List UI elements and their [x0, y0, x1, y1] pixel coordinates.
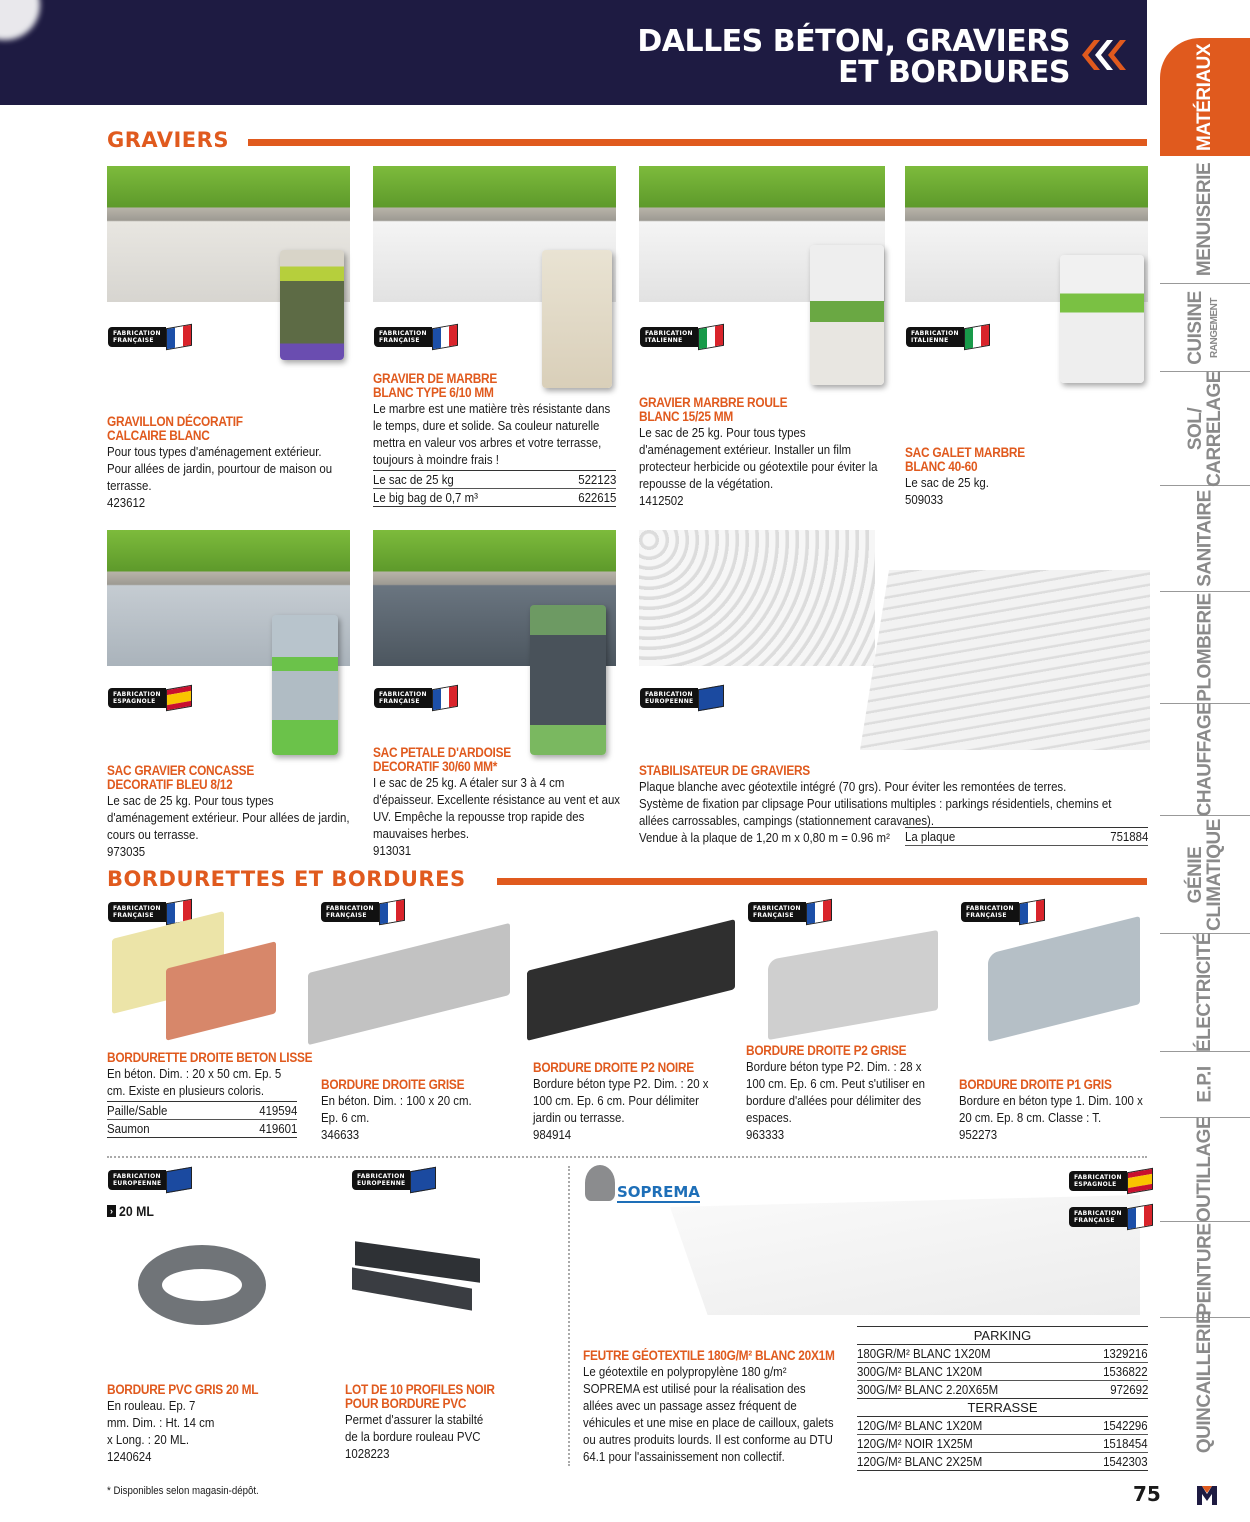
product-description: Bordure béton type P2. Dim. : 28 x 100 cm. Ep. 6 cm. Peut s'utiliser en bordure d'allées pour délimiter des espaces. [746, 1059, 925, 1125]
france-flag-icon [166, 324, 192, 351]
product-title: LOT DE 10 PROFILES NOIR [345, 1382, 495, 1397]
sidebar-item-menuiserie[interactable]: MENUISERIE [1160, 156, 1250, 284]
product-title: CALCAIRE BLANC [107, 428, 210, 443]
origin-badge-eu: FABRICATION EUROPEENNE [108, 1169, 192, 1191]
product-bordurette [107, 1050, 313, 1138]
product-description: En rouleau. Ep. 7 mm. Dim. : Ht. 14 cm x Long. : 20 ML. [107, 1398, 215, 1447]
origin-badge-fr: FABRICATION FRANÇAISE [321, 901, 405, 923]
italy-flag-icon [698, 324, 724, 351]
product-bag-concasse [272, 615, 338, 755]
product-description: I e sac de 25 kg. A étaler sur 3 à 4 cm d'épaisseur. Excellente résistance au vent et aux UV. Empêche la repousse trop rapide des mauvaises herbes. [373, 775, 621, 841]
product-bordure-p2-noire [533, 1061, 723, 1143]
origin-badge-fr: FABRICATION FRANÇAISE [374, 326, 458, 348]
product-ardoise [373, 746, 633, 859]
product-description: Le marbre est une matière très résistante dans le temps, dure et solide. Sa couleur naturelle mettra en valeur vos arbres et votre terrasse, toujours à moindre frais ! [373, 401, 611, 467]
product-ref: 346633 [321, 1127, 360, 1142]
product-gravier-marbre [373, 372, 616, 507]
table-row: 300G/M² BLANC 2.20X65M 972692 [857, 1382, 1148, 1397]
product-dimensions: Vendue à la plaque de 1,20 m x 0,80 m = 0.96 m² [639, 830, 890, 845]
origin-badge-fr: FABRICATION FRANÇAISE [374, 687, 458, 709]
elephant-icon [585, 1165, 615, 1201]
product-title: BORDURETTE DROITE BETON LISSE [107, 1050, 313, 1065]
chevron-right-icon: › [107, 1205, 116, 1217]
product-photo-pvc-roll [138, 1245, 266, 1325]
ref-row: Le sac de 25 kg 522123 [373, 472, 616, 487]
sidebar-item-sol-carrelage[interactable]: SOL/ CARRELAGE [1160, 372, 1250, 486]
page-number: 75 [1133, 1482, 1161, 1506]
sidebar-item-peinture[interactable]: PEINTURE [1160, 1222, 1250, 1318]
product-description: Le géotextile en polypropylène 180 g/m² SOPREMA est utilisé pour la réalisation des allées avec un passage assez fréquent de véhicules et une mise en place de cailloux, galets ou autres produits lourds. Il est conforme au DTU 64.1 pour l'assainissement non collectif. [583, 1364, 834, 1464]
page-title-line2: ET BORDURES [838, 55, 1070, 90]
product-description: Plaque blanche avec géotextile intégré (70 grs). Pour éviter les remontées de terres. [639, 779, 1067, 794]
sidebar-item-electricite[interactable]: ÉLECTRICITÉ [1160, 934, 1250, 1052]
table-group-header: TERRASSE [857, 1399, 1148, 1417]
product-description: Le sac de 25 kg. Pour tous types d'aménagement extérieur. Pour allées de jardin, cours ou terrasse. [107, 793, 350, 842]
product-title: BORDURE DROITE P2 GRISE [746, 1043, 907, 1058]
eu-flag-icon [166, 1167, 192, 1194]
sidebar-item-chauffage[interactable]: CHAUFFAGE [1160, 704, 1250, 816]
product-description: Bordure béton type P2. Dim. : 20 x 100 cm. Ep. 6 cm. Pour délimiter jardin ou terrasse. [533, 1076, 709, 1125]
sidebar-item-genie-climatique[interactable]: GÉNIE CLIMATIQUE [1160, 816, 1250, 934]
product-description: Le sac de 25 kg. [905, 475, 989, 490]
product-photo-bordure-p2-grise [768, 930, 938, 1040]
product-description: Permet d'assurer la stabilté de la bordure rouleau PVC [345, 1412, 484, 1444]
origin-badge-fr: FABRICATION FRANÇAISE [748, 901, 832, 923]
sidebar-item-quincaillerie[interactable]: QUINCAILLERIE [1194, 1311, 1216, 1453]
ref-table [905, 827, 1148, 846]
product-ref: 1240624 [107, 1449, 152, 1464]
product-description: Bordure en béton type 1. Dim. 100 x 20 cm. Ep. 8 cm. Classe : T. [959, 1093, 1143, 1125]
geotextile-ref-table [857, 1326, 1148, 1471]
product-description: Pour tous types d'aménagement extérieur. Pour allées de jardin, pourtour de maison ou terrasse. [107, 444, 333, 493]
product-marbre-roule [639, 396, 889, 509]
product-description: Système de fixation par clipsage Pour utilisations multiples : parkings résidentiels, chemins et allées carrossables, campings (stationnement caravanes). [639, 796, 1112, 828]
italy-flag-icon [964, 324, 990, 351]
product-title: BORDURE DROITE P1 GRIS [959, 1077, 1112, 1092]
origin-badge-it: FABRICATION ITALIENNE [640, 326, 724, 348]
product-profiles [345, 1383, 545, 1462]
product-description: En béton. Dim. : 20 x 50 cm. Ep. 5 cm. Existe en plusieurs coloris. [107, 1066, 282, 1098]
product-bordure-p2-grise [746, 1044, 946, 1143]
product-title: BORDURE PVC GRIS 20 ML [107, 1382, 259, 1397]
ref-table [373, 470, 616, 507]
product-description: Le sac de 25 kg. Pour tous types d'aménagement extérieur. Installer un film protecteur herbicide ou géotextile pour éviter la repousse de la végétation. [639, 425, 878, 491]
product-ref: 1028223 [345, 1446, 390, 1461]
table-row: 180GR/M² BLANC 1X20M 1329216 [857, 1346, 1148, 1361]
dotted-separator [568, 1166, 570, 1466]
product-geotextile [583, 1349, 843, 1465]
eu-flag-icon [698, 685, 724, 712]
origin-badge-it: FABRICATION ITALIENNE [906, 326, 990, 348]
sidebar-item-outillage[interactable]: OUTILLAGE [1160, 1118, 1250, 1222]
product-photo-bordure-grise [308, 923, 510, 1045]
product-title: BORDURE DROITE P2 NOIRE [533, 1060, 694, 1075]
footnote: * Disponibles selon magasin-dépôt. [107, 1485, 259, 1497]
product-photo-bordure-p2-noire [527, 919, 735, 1041]
france-flag-icon [379, 899, 405, 926]
product-photo-stabilisateur [639, 530, 875, 666]
product-ref: 984914 [533, 1127, 572, 1142]
product-gravillon [107, 415, 347, 511]
product-bordure-pvc [107, 1383, 307, 1465]
sidebar-item-sanitaire[interactable]: SANITAIRE [1160, 486, 1250, 592]
france-flag-icon [432, 685, 458, 712]
product-title: DECORATIF BLEU 8/12 [107, 777, 233, 792]
product-title: BLANC 15/25 MM [639, 409, 734, 424]
section-title-bordures: BORDURETTES ET BORDURES [107, 867, 466, 891]
spain-flag-icon [166, 685, 192, 712]
product-title: SAC GALET MARBRE [905, 445, 1025, 460]
origin-badge-eu: FABRICATION EUROPEENNE [640, 687, 724, 709]
origin-badge-fr: FABRICATION FRANÇAISE [108, 901, 192, 923]
sidebar-item-cuisine[interactable]: CUISINE RANGEMENT [1160, 284, 1250, 372]
product-bag-marbre-roule [810, 245, 884, 385]
origin-badge-eu: FABRICATION EUROPEENNE [352, 1169, 436, 1191]
origin-badge-fr: FABRICATION FRANÇAISE [961, 901, 1045, 923]
product-title: GRAVILLON DÉCORATIF [107, 414, 243, 429]
france-flag-icon [806, 899, 832, 926]
sidebar-item-materiaux[interactable]: MATÉRIAUX [1160, 38, 1250, 156]
product-title: SAC PETALE D'ARDOISE [373, 745, 511, 760]
product-stabilisateur [639, 764, 1149, 829]
ref-table [107, 1101, 297, 1138]
section-title-graviers: GRAVIERS [107, 128, 229, 152]
product-bag-ardoise [530, 605, 606, 755]
product-title: BLANC 40-60 [905, 459, 978, 474]
product-ref: 963333 [746, 1127, 785, 1142]
origin-badge-fr: FABRICATION FRANÇAISE [1069, 1206, 1153, 1228]
table-row: 120G/M² BLANC 1X20M 1542296 [857, 1418, 1148, 1433]
eu-flag-icon [410, 1167, 436, 1194]
product-title: BORDURE DROITE GRISE [321, 1077, 465, 1092]
product-ref: 913031 [373, 843, 412, 858]
page-title-line1: DALLES BÉTON, GRAVIERS [637, 24, 1070, 59]
origin-badge-es: FABRICATION ESPAGNOLE [108, 687, 192, 709]
product-title: GRAVIER DE MARBRE [373, 371, 498, 386]
origin-badge-fr: FABRICATION FRANÇAISE [108, 326, 192, 348]
ref-row: Paille/Sable 419594 [107, 1103, 297, 1118]
ref-row: Saumon 419601 [107, 1121, 297, 1136]
product-description: En béton. Dim. : 100 x 20 cm. Ep. 6 cm. [321, 1093, 472, 1125]
table-group-header: PARKING [857, 1327, 1148, 1345]
product-galet [905, 446, 1145, 508]
sidebar-item-plomberie[interactable]: PLOMBERIE [1160, 592, 1250, 704]
section-divider [497, 878, 1147, 885]
origin-badge-es: FABRICATION ESPAGNOLE [1069, 1170, 1153, 1192]
product-title: SAC GRAVIER CONCASSE [107, 763, 254, 778]
product-ref: 423612 [107, 495, 146, 510]
table-row: 300G/M² BLANC 1X20M 1536822 [857, 1364, 1148, 1379]
product-bordure-grise [321, 1078, 501, 1143]
ref-row: La plaque 751884 [905, 829, 1148, 844]
table-row: 120G/M² BLANC 2X25M 1542303 [857, 1454, 1148, 1469]
product-bordure-p1 [959, 1078, 1149, 1143]
category-sidebar [1160, 0, 1250, 1522]
product-photo-stabilisateur-plate [860, 570, 1150, 750]
product-ref: 952273 [959, 1127, 998, 1142]
page-title [637, 26, 1070, 88]
product-photo-bordure-p1 [988, 916, 1140, 1042]
product-title: BLANC TYPE 6/10 MM [373, 385, 494, 400]
triple-chevron-left-icon [1080, 38, 1126, 72]
length-tag: › 20 ML [107, 1203, 159, 1219]
product-ref: 973035 [107, 844, 146, 859]
product-bag-marbre [542, 250, 612, 388]
france-flag-icon [1019, 899, 1045, 926]
ref-row: Le big bag de 0,7 m³ 622615 [373, 490, 616, 505]
product-title: FEUTRE GÉOTEXTILE 180G/M² BLANC 20X1M [583, 1348, 835, 1363]
product-title: POUR BORDURE PVC [345, 1396, 467, 1411]
product-title: DECORATIF 30/60 MM* [373, 759, 498, 774]
table-row: 120G/M² NOIR 1X25M 1518454 [857, 1436, 1148, 1451]
product-title: GRAVIER MARBRE ROULE [639, 395, 788, 410]
dotted-separator [107, 1156, 1147, 1158]
product-concasse [107, 764, 357, 860]
spain-flag-icon [1127, 1168, 1153, 1195]
sidebar-item-epi[interactable]: E.P.I [1160, 1052, 1250, 1118]
product-bag-gravillon [280, 250, 344, 360]
soprema-logo: SOPREMA [583, 1165, 703, 1209]
product-bag-galet [1060, 255, 1144, 383]
france-flag-icon [432, 324, 458, 351]
product-ref: 509033 [905, 492, 944, 507]
product-ref: 1412502 [639, 493, 684, 508]
france-flag-icon [1127, 1204, 1153, 1231]
product-title: STABILISATEUR DE GRAVIERS [639, 763, 810, 778]
section-divider [248, 139, 1147, 146]
